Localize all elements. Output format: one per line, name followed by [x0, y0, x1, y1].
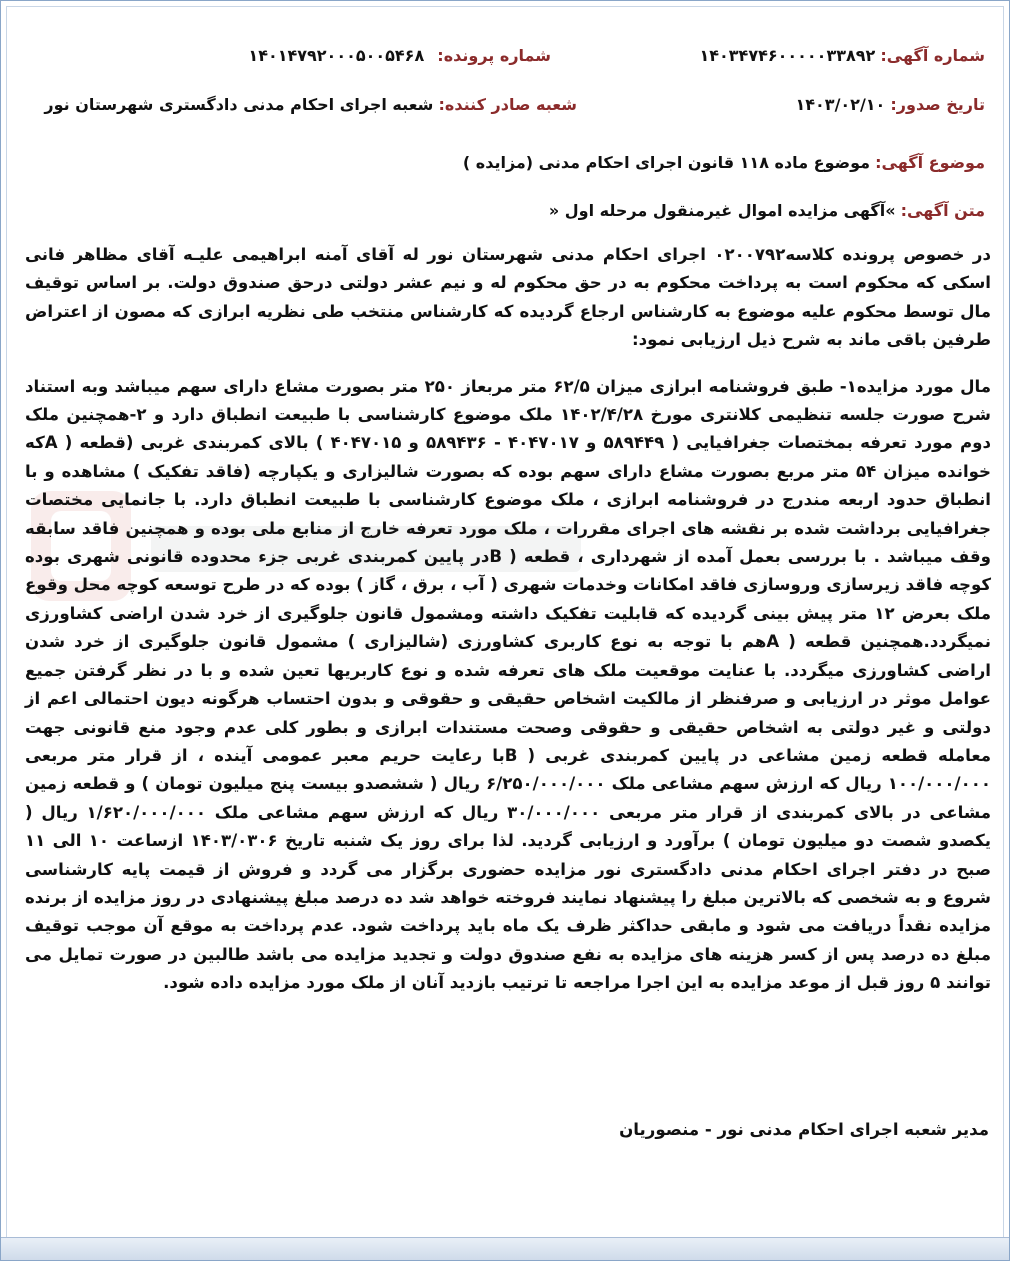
- signature: مدیر شعبه اجرای احکام مدنی نور - منصوریان: [619, 1120, 989, 1139]
- bottom-status-bar: [1, 1237, 1009, 1260]
- body-paragraph-2: مال مورد مزایده۱- طبق فروشنامه ابرازی میزان ۶۲/۵ متر مربعاز ۲۵۰ متر بصورت مشاع دارای سهم میباشد وبه استناد شرح صورت جلسه تنظیمی کلانتری مورخ ۱۴۰۲/۴/۲۸ ملک موضوع کارشناسی با طبیعت انطباق دارد و ۲-همچنین ملک دوم مورد تعرفه بمختصات جغرافیایی ( ۵۸۹۴۴۹ و ۴۰۴۷۰۱۷ - ۵۸۹۴۳۶ و ۴۰۴۷۰۱۵ ) بالای کمربندی غربی (قطعه ( Aکه خوانده میزان ۵۴ متر مربع بصورت مشاع دارای سهم بوده که بصورت شالیزاری و یکپارچه (فاقد تفکیک ) مشاهده و با انطباق حدود اربعه مندرج در فروشنامه ابرازی ، ملک موضوع کارشناسی با طبیعت انطباق دارد. با جانمایی مختصات جغرافیایی برداشت شده بر نقشه های اجرای مقررات ، ملک مورد تعرفه خارج از منابع ملی بوده و همچنین فاقد سابقه وقف میباشد . با بررسی بعمل آمده از شهرداری ، قطعه ( Bدر پایین کمربندی غربی جزء محدوده قانونی شهری بوده کوچه فاقد زیرسازی وروسازی فاقد امکانات وخدمات شهری ( آب ، برق ، گاز ) بوده که در طرح توسعه کوچه محل وقوع ملک بعرض ۱۲ متر پیش بینی گردیده که قابلیت تفکیک داشته ومشمول قانون جلوگیری از خرد شدن اراضی کشاورزی نمیگردد.همچنین قطعه ( Aهم با توجه به نوع کاربری کشاورزی (شالیزاری ) مشمول قانون جلوگیری از خرد شدن اراضی کشاورزی میگردد. با عنایت موقعیت ملک های تعرفه شده و نوع کاربریها تعین شده و با در نظر گرفتن جمیع عوامل موثر در ارزیابی و صرفنظر از مالکیت اشخاص حقیقی و حقوقی و بدون احتساب هرگونه دیون احتمالی اعم از دولتی و غیر دولتی به اشخاص حقیقی و حقوقی وصحت مستندات ابرازی و بطور کلی عدم وجود منع قانونی جهت معامله قطعه زمین مشاعی در پایین کمربندی غربی ( Bبا رعایت حریم معبر عمومی آینده ، از قرار متر مربعی ۱۰۰/۰۰۰/۰۰۰ ریال که ارزش سهم مشاعی ملک ۶/۲۵۰/۰۰۰/۰۰۰ ریال ( ششصدو بیست پنج میلیون تومان ) و قطعه زمین مشاعی در بالای کمربندی از قرار متر مربعی ۳۰/۰۰۰/۰۰۰ ریال که ارزش سهم مشاعی ملک ۱/۶۲۰/۰۰۰/۰۰۰ ریال ( یکصدو شصت دو میلیون تومان ) برآورد و ارزیابی گردید. لذا برای روز یک شنبه تاریخ ۱۴۰۳/۰۳۰۶ ازساعت ۱۰ الی ۱۱ صبح در دفتر اجرای احکام مدنی دادگستری نور مزایده حضوری برگزار می گردد و فروش از قیمت پایه کارشناسی شروع و به شخصی که بالاترین مبلغ را پیشنهاد نمایند فروخته خواهد شد ده درصد مبلغ پیشنهادی در روز مزایده از برنده مزایده نقداً دریافت می شود و مابقی حداکثر ظرف یک ماه باید پرداخت شود. عدم پرداخت به موقع آن موجب توقیف مبلغ ده درصد پس از کسر هزینه های مزایده به نفع صندوق دولت و تجدید مزایده می باشد طالبین در صورت تمایل می توانند ۵ روز قبل از موعد مزایده به این اجرا مراجعه تا ترتیب بازدید آنان از ملک مورد مزایده داده شود.: [24, 376, 992, 993]
- issue-date-label: تاریخ صدور:: [890, 95, 985, 114]
- notice-text-label: متن آگهی:: [900, 201, 985, 220]
- notice-number-value: ۱۴۰۳۴۷۴۶۰۰۰۰۰۳۳۸۹۲: [699, 46, 876, 65]
- notice-text-title: »آگهی مزایده اموال غیرمنقول مرحله اول «: [548, 201, 896, 220]
- notice-text-row: [549, 200, 985, 222]
- issuing-branch-label: شعبه صادر کننده:: [438, 95, 577, 114]
- file-number-value: ۱۴۰۱۴۷۹۲۰۰۰۵۰۰۵۴۶۸: [248, 46, 425, 65]
- body-paragraph-1: در خصوص پرونده کلاسه۰۲۰۰۷۹۲ اجرای احکام مدنی شهرستان نور له آقای آمنه ابراهیمی علیـه آقای مظاهر فانی اسکی که محکوم است به پرداخت محکوم به در حق محکوم له و نیم عشر دولتی درحق صندوق دولت. بر اساس توقیف مال توسط محکوم علیه موضوع به کارشناس ارجاع گردیده که کارشناس منتخب طی نظریه ابرازی که مصون از اعتراض طرفین باقی ماند به شرح ذیل ارزیابی نمود:: [25, 245, 991, 350]
- notice-body: [25, 241, 991, 1016]
- issue-date-row: [796, 94, 986, 116]
- issuing-branch-value: شعبه اجرای احکام مدنی دادگستری شهرستان نور: [44, 95, 434, 114]
- issue-date-value: ۱۴۰۳/۰۲/۱۰: [795, 95, 886, 114]
- subject-value: موضوع ماده ۱۱۸ قانون اجرای احکام مدنی (مزایده ): [462, 153, 871, 172]
- notice-number-row: [699, 45, 985, 67]
- file-number-label: شماره پرونده:: [437, 46, 551, 65]
- subject-row: [463, 152, 985, 174]
- file-number-row: [248, 45, 551, 67]
- issuing-branch-row: [44, 94, 577, 116]
- notice-number-label: شماره آگهی:: [880, 46, 985, 65]
- subject-label: موضوع آگهی:: [875, 153, 985, 172]
